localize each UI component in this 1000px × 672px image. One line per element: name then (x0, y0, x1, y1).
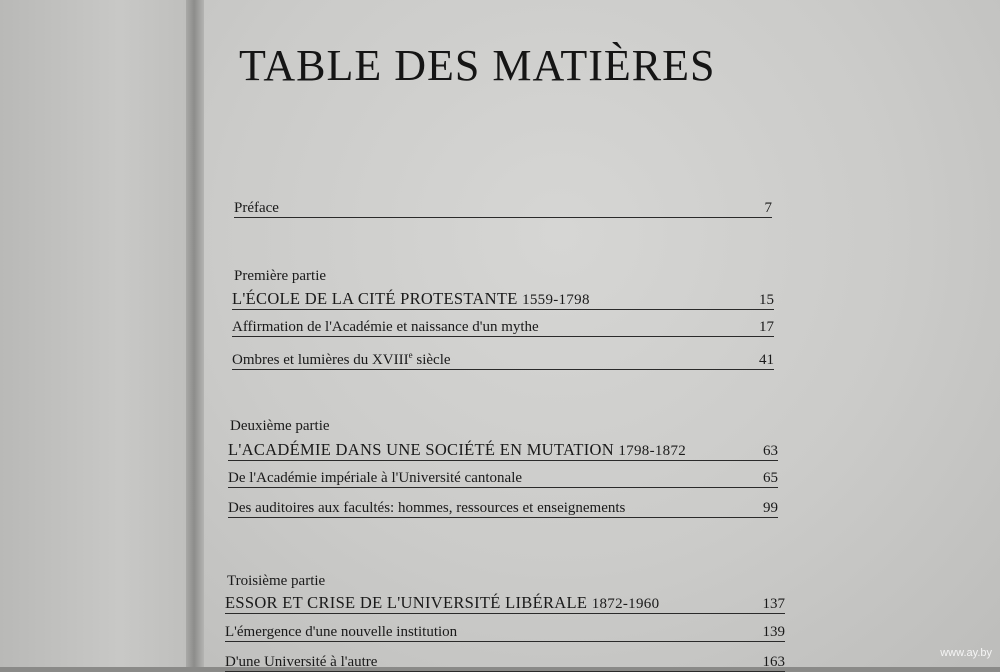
label-part: siècle (412, 352, 451, 368)
part-heading: Troisième partie (227, 573, 326, 589)
toc-label: De l'Académie impériale à l'Université cantonale (228, 470, 523, 486)
part-years: 1872-1960 (591, 596, 660, 612)
toc-label: D'une Université à l'autre (225, 654, 378, 670)
toc-part-title (225, 593, 659, 613)
toc-part-title (232, 289, 590, 309)
part-title-text: L'ACADÉMIE DANS UNE SOCIÉTÉ EN MUTATION (228, 440, 614, 459)
part-heading: Première partie (234, 268, 327, 284)
toc-row-chapter (232, 319, 774, 337)
toc-label: Affirmation de l'Académie et naissance d'un mythe (232, 319, 539, 335)
toc-label: Des auditoires aux facultés: hommes, ressources et enseignements (228, 500, 626, 516)
toc-page-number: 17 (759, 319, 774, 335)
toc-page-number: 63 (763, 443, 778, 459)
toc-page-number: 41 (759, 352, 774, 368)
part-years: 1798-1872 (618, 443, 687, 459)
part-heading: Deuxième partie (230, 418, 330, 434)
toc-row-chapter (225, 624, 785, 642)
toc-label: L'émergence d'une nouvelle institution (225, 624, 458, 640)
book-spine (186, 0, 204, 667)
part-years: 1559-1798 (522, 292, 590, 308)
toc-label: Préface (234, 200, 279, 216)
left-page (0, 0, 200, 667)
toc-row-chapter (225, 654, 785, 672)
toc-row-preface (234, 200, 772, 218)
page-title: TABLE DES MATIÈRES (239, 41, 716, 90)
toc-row-part (232, 289, 774, 310)
watermark: www.ay.by (940, 647, 992, 659)
toc-page-number: 15 (759, 292, 774, 308)
toc-part-title (228, 440, 686, 460)
toc-page-number: 99 (763, 500, 778, 516)
toc-page-number: 139 (762, 624, 785, 640)
part-title-text: L'ÉCOLE DE LA CITÉ PROTESTANTE (232, 289, 518, 308)
label-superscript: e (408, 350, 413, 360)
toc-page-number: 7 (764, 200, 772, 216)
toc-page-number: 163 (762, 654, 785, 670)
toc-row-part (225, 593, 785, 614)
toc-row-chapter (228, 470, 778, 488)
toc-row-chapter (232, 350, 774, 370)
toc-page-number: 65 (763, 470, 778, 486)
toc-row-chapter (228, 500, 778, 518)
part-title-text: ESSOR ET CRISE DE L'UNIVERSITÉ LIBÉRALE (225, 593, 588, 612)
toc-label (232, 350, 451, 369)
toc-page-number: 137 (762, 596, 785, 612)
label-part: Ombres et lumières du XVIII (232, 352, 409, 368)
toc-row-part (228, 440, 778, 461)
